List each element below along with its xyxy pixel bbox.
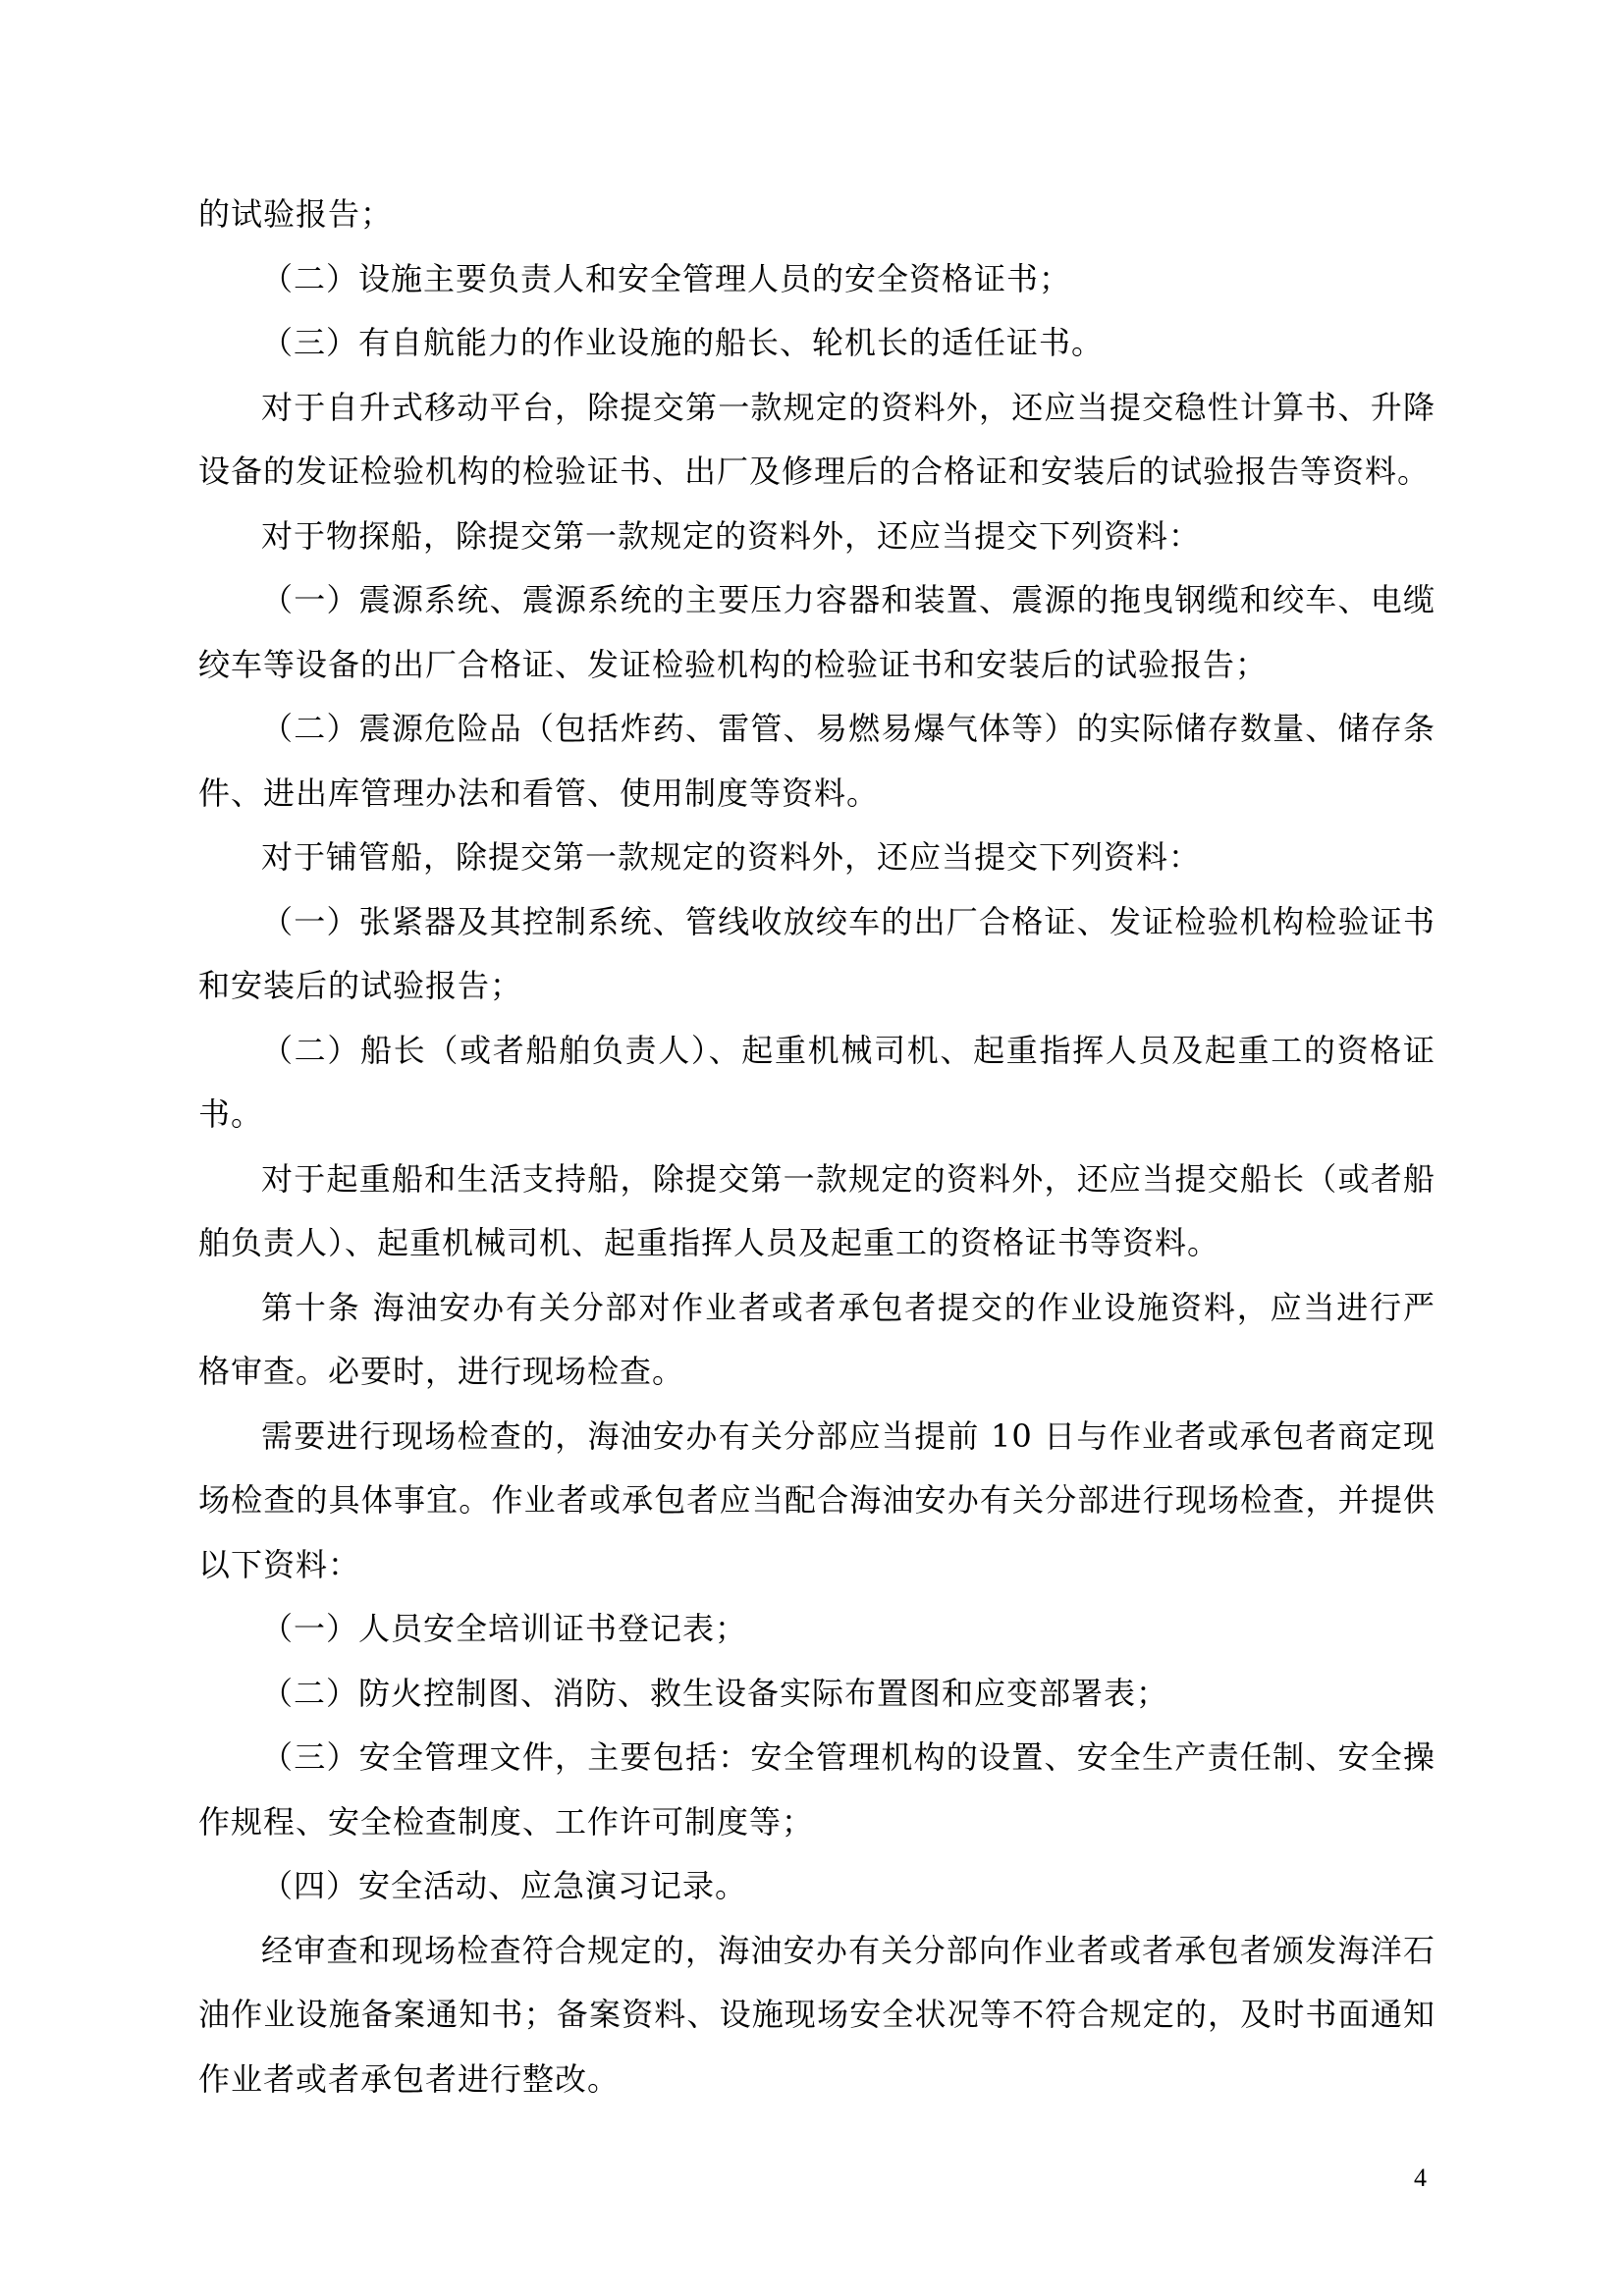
page-body bbox=[198, 183, 1435, 2111]
paragraph-survey-vessel: 对于物探船，除提交第一款规定的资料外，还应当提交下列资料： bbox=[261, 516, 1202, 555]
paragraph-inspection-item-2: （二）防火控制图、消防、救生设备实际布置图和应变部署表； bbox=[261, 1674, 1169, 1712]
paragraph-jackup-platform: 对于自升式移动平台，除提交第一款规定的资料外，还应当提交稳性计算书、升降设备的发证检验机构的检验证书、出厂及修理后的合格证和安装后的试验报告等资料。 bbox=[198, 388, 1435, 490]
page-number: 4 bbox=[1414, 2163, 1427, 2192]
paragraph-inspection-item-3: （三）安全管理文件，主要包括：安全管理机构的设置、安全生产责任制、安全操作规程、安全检查制度、工作许可制度等； bbox=[198, 1738, 1435, 1841]
paragraph-pipelay-vessel: 对于铺管船，除提交第一款规定的资料外，还应当提交下列资料： bbox=[261, 838, 1202, 876]
paragraph-article-10: 第十条 海油安办有关分部对作业者或者承包者提交的作业设施资料，应当进行严格审查。必要时，进行现场检查。 bbox=[198, 1288, 1435, 1390]
paragraph-survey-item-2: （二）震源危险品（包括炸药、雷管、易燃易爆气体等）的实际储存数量、储存条件、进出库管理办法和看管、使用制度等资料。 bbox=[198, 710, 1435, 812]
paragraph-inspection-item-1: （一）人员安全培训证书登记表； bbox=[261, 1610, 748, 1647]
paragraph-continuation: 的试验报告； bbox=[198, 195, 394, 233]
paragraph-item-3-competency: （三）有自航能力的作业设施的船长、轮机长的适任证书。 bbox=[261, 324, 1105, 361]
paragraph-item-2-certificates: （二）设施主要负责人和安全管理人员的安全资格证书； bbox=[261, 259, 1072, 297]
paragraph-filing-notice: 经审查和现场检查符合规定的，海油安办有关分部向作业者或者承包者颁发海洋石油作业设施备案通知书；备案资料、设施现场安全状况等不符合规定的，及时书面通知作业者或者承包者进行整改。 bbox=[198, 1931, 1435, 2098]
paragraph-inspection-item-4: （四）安全活动、应急演习记录。 bbox=[261, 1867, 748, 1904]
paragraph-site-inspection: 需要进行现场检查的，海油安办有关分部应当提前 10 日与作业者或承包者商定现场检查的具体事宜。作业者或承包者应当配合海油安办有关分部进行现场检查，并提供以下资料： bbox=[198, 1416, 1435, 1583]
paragraph-survey-item-1: （一）震源系统、震源系统的主要压力容器和装置、震源的拖曳钢缆和绞车、电缆绞车等设备的出厂合格证、发证检验机构的检验证书和安装后的试验报告； bbox=[198, 581, 1435, 683]
paragraph-pipelay-item-1: （一）张紧器及其控制系统、管线收放绞车的出厂合格证、发证检验机构检验证书和安装后的试验报告； bbox=[198, 902, 1435, 1004]
paragraph-pipelay-item-2: （二）船长（或者船舶负责人）、起重机械司机、起重指挥人员及起重工的资格证书。 bbox=[198, 1031, 1435, 1133]
paragraph-crane-support-vessel: 对于起重船和生活支持船，除提交第一款规定的资料外，还应当提交船长（或者船舶负责人）、起重机械司机、起重指挥人员及起重工的资格证书等资料。 bbox=[198, 1159, 1435, 1261]
